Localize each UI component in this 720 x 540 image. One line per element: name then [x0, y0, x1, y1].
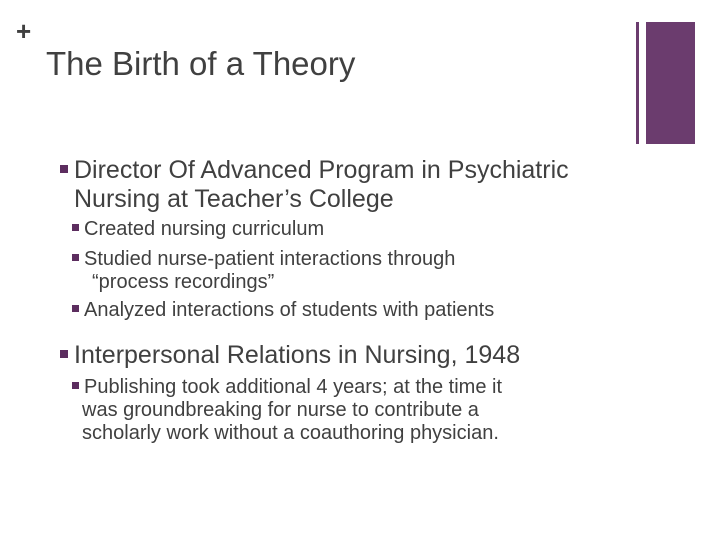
sub-bullet-text-continued: scholarly work without a coauthoring physician.: [82, 422, 499, 444]
bullet-item-director: [60, 156, 569, 214]
bullet-text-continued: Nursing at Teacher’s College: [74, 185, 394, 213]
square-bullet-icon: [72, 305, 79, 312]
bullet-text: Director Of Advanced Program in Psychiatric: [74, 156, 569, 184]
plus-icon: +: [16, 16, 32, 46]
square-bullet-icon: [72, 224, 79, 231]
accent-line: [636, 22, 639, 144]
sub-bullet-text: Analyzed interactions of students with patients: [84, 299, 495, 321]
sub-bullet-interactions: [72, 248, 455, 294]
sub-bullet-analyzed: [72, 299, 494, 322]
sub-bullet-text-continued: “process recordings”: [92, 271, 275, 293]
sub-bullet-curriculum: [72, 218, 324, 241]
sub-bullet-text: Created nursing curriculum: [84, 218, 325, 240]
sub-bullet-text: Studied nurse-patient interactions through: [84, 248, 456, 270]
sub-bullet-text: Publishing took additional 4 years; at the time it: [84, 376, 503, 398]
square-bullet-icon: [60, 165, 68, 173]
square-bullet-icon: [72, 254, 79, 261]
square-bullet-icon: [72, 382, 79, 389]
accent-block: [646, 22, 695, 144]
sub-bullet-text-continued: was groundbreaking for nurse to contribute a: [82, 399, 479, 421]
bullet-text: Interpersonal Relations in Nursing, 1948: [74, 341, 521, 369]
bullet-item-interpersonal: [60, 341, 520, 370]
sub-bullet-publishing: [72, 376, 502, 445]
square-bullet-icon: [60, 350, 68, 358]
slide-title: The Birth of a Theory: [46, 45, 356, 82]
